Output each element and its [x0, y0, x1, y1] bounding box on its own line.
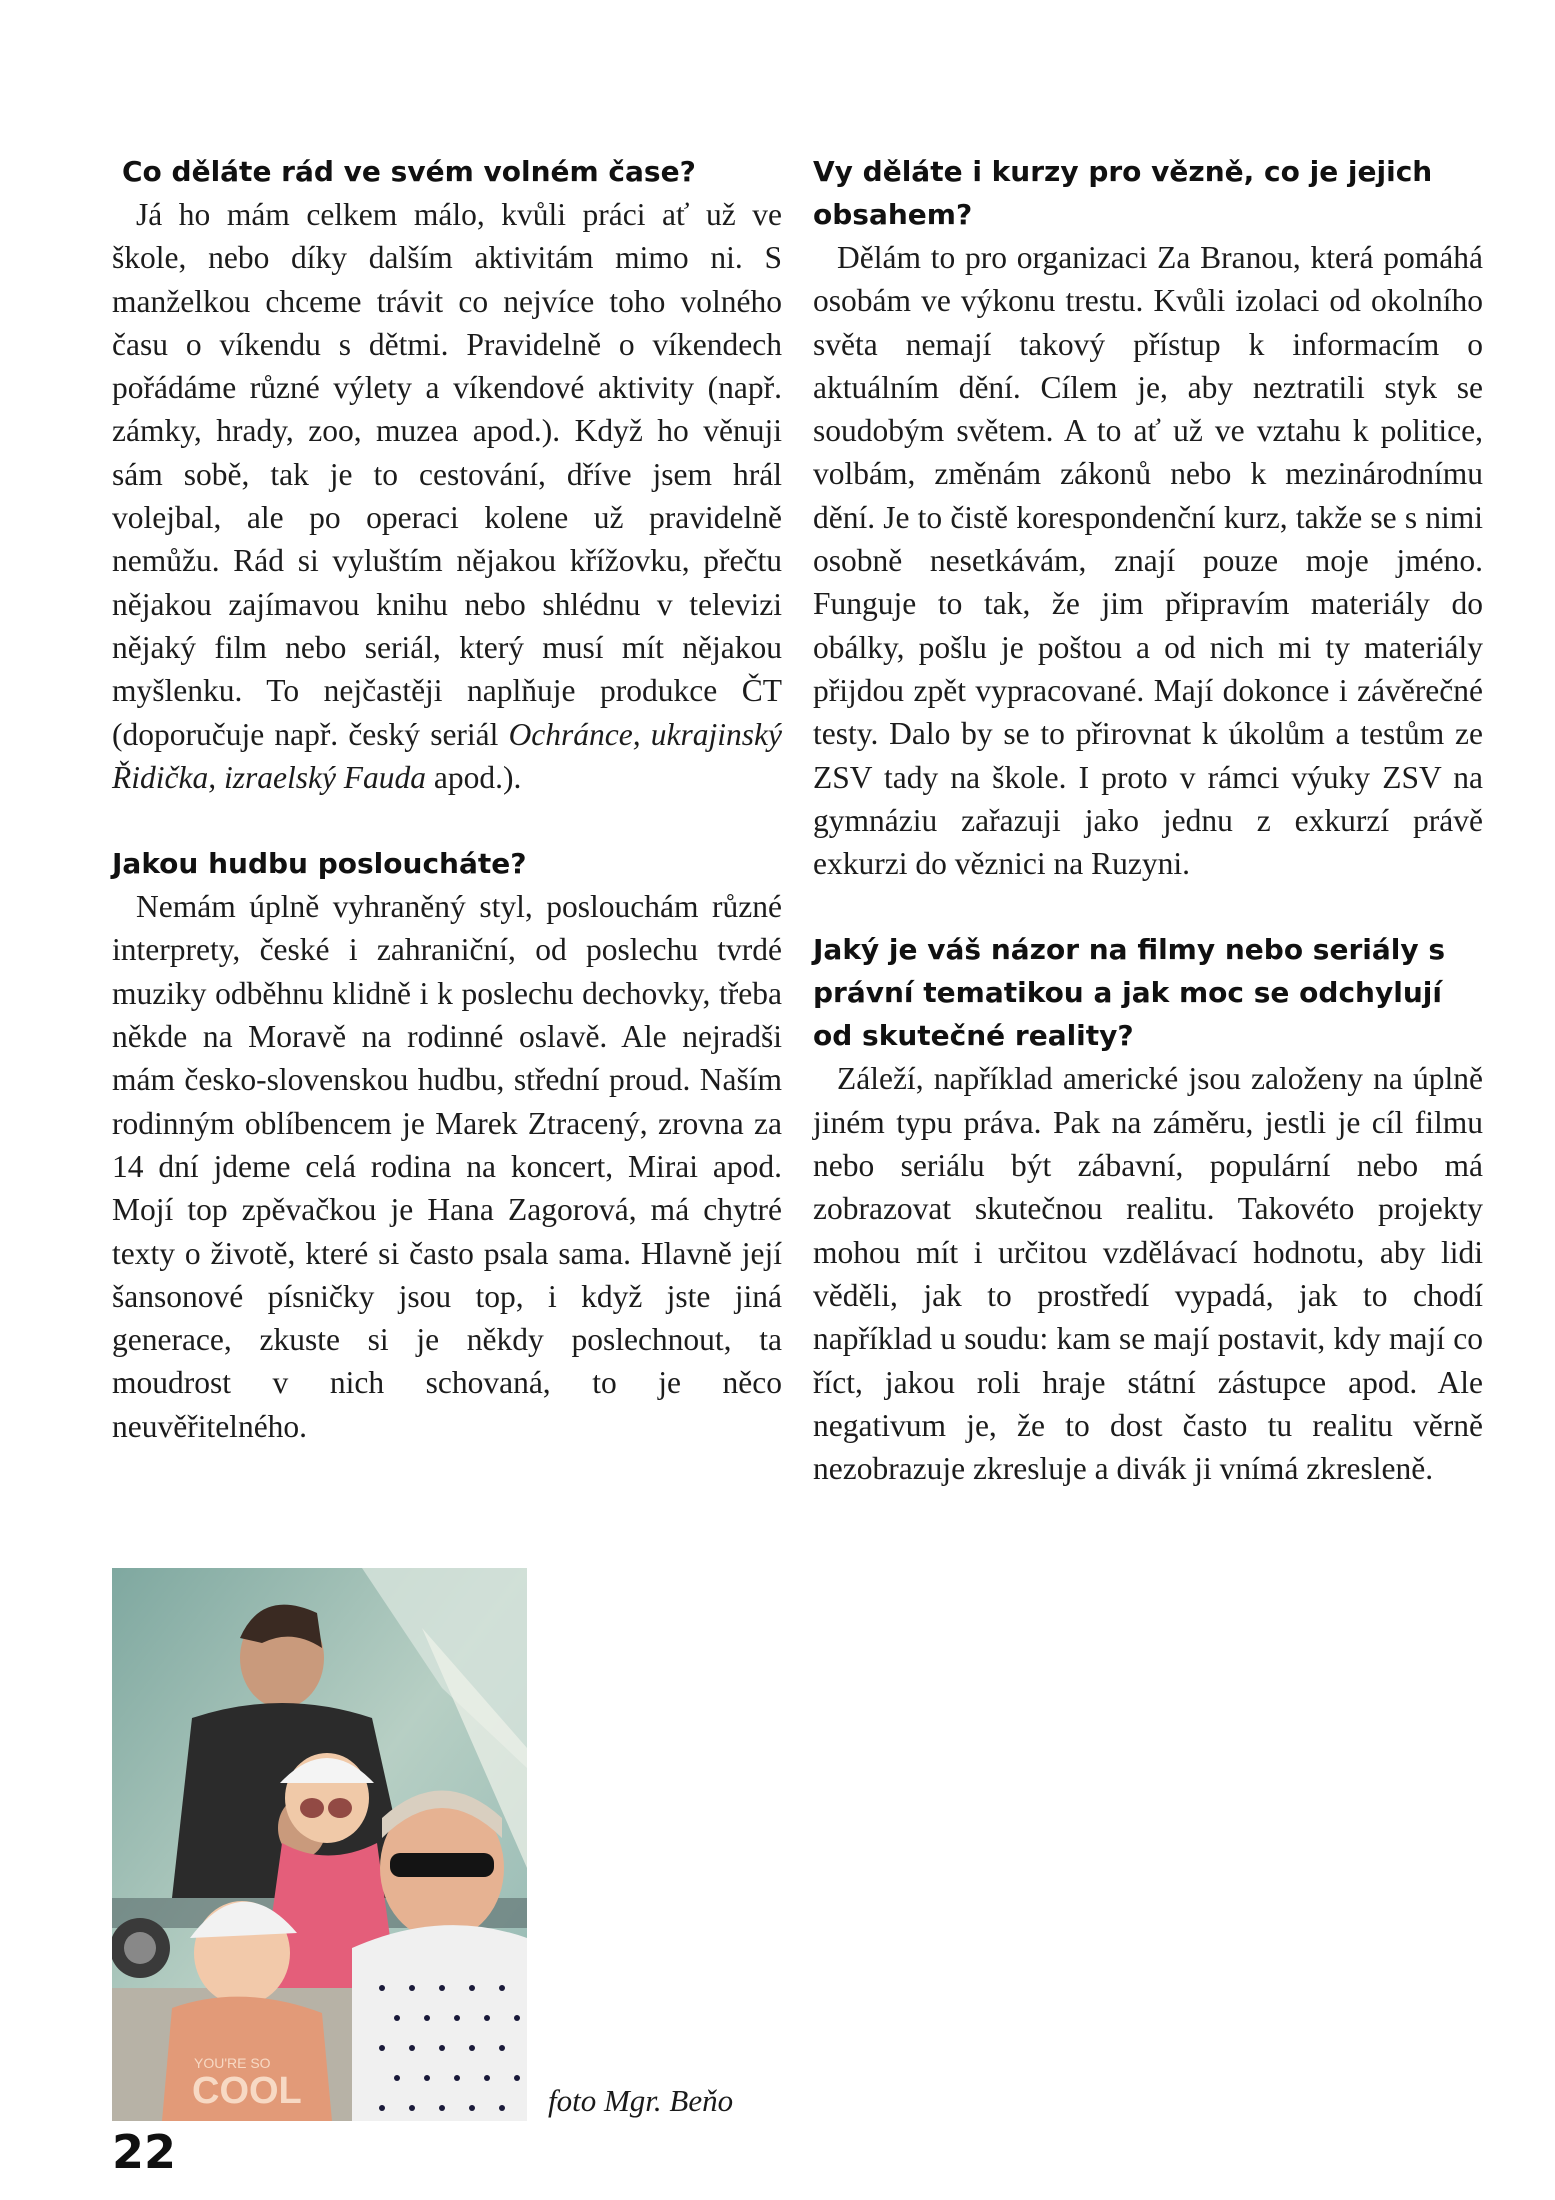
shirt-lettering-big: COOL: [192, 2070, 302, 2112]
answer-free-time-end: apod.).: [433, 759, 522, 795]
question-music: Jakou hudbu posloucháte?: [112, 847, 527, 881]
answer-free-time-text: Já ho mám celkem málo, kvůli práci ať už ve škole, nebo díky dalším aktivitám mimo ni. S manželkou chceme trávit co nejvíce toho volného času o víkendu s dětmi. Pravidelně o víkendech pořádáme různé výlety a víkendové aktivity (např. zámky, hrady, zoo, muzea apod.). Když ho věnuji sám sobě, tak je to cestování, dříve jsem hrál volejbal, ale po operaci kolene už pravidelně nemůžu. Rád si vyluštím nějakou křížovku, přečtu nějakou zajímavou knihu nebo shlédnu v televizi nějaký film nebo seriál, který musí mít nějakou myšlenku. To nejčastěji naplňuje produkce ČT (doporučuje např. český seriál: [112, 197, 782, 752]
right-column: [813, 150, 1483, 1490]
left-column: [112, 150, 782, 1448]
answer-music: Nemám úplně vyhraněný styl, poslouchám různé interprety, české i zahraniční, od poslechu tvrdé muziky odběhnu klidně i k poslechu dechovky, třeba někde na Moravě na rodinné oslavě. Ale nejradši mám česko-slovenskou hudbu, střední proud. Naším rodinným oblíbencem je Marek Ztracený, zrovna za 14 dní jdeme celá rodina na koncert, Mirai apod. Mojí top zpěvačkou je Hana Zagorová, má chytré texty o životě, které si často psala sama. Hlavně její šansonové písničky jsou top, i když jste jiná generace, zkuste si je někdy poslechnout, ta moudrost v nich schovaná, to je něco neuvěřitelného.: [112, 889, 782, 1444]
question-prison-courses: Vy děláte i kurzy pro vězně, co je jejich obsahem?: [813, 155, 1433, 231]
shirt-lettering: YOU'RE SO: [194, 2055, 271, 2071]
answer-free-time: [112, 193, 782, 799]
family-photo-illustration: [112, 1568, 527, 2121]
question-legal-films: Jaký je váš názor na filmy nebo seriály s právní tematikou a jak moc se odchylují od skutečné reality?: [813, 933, 1446, 1053]
answer-prison-courses: Dělám to pro organizaci Za Branou, která pomáhá osobám ve výkonu trestu. Kvůli izolaci od okolního světa nemají takový přístup k informacím o aktuálním dění. Cílem je, aby neztratili styk se soudobým světem. A to ať už ve vztahu k politice, volbám, změnám zákonů nebo k mezinárodnímu dění. Je to čistě korespondenční kurz, takže se s nimi osobně nesetkávám, znají pouze moje jméno. Funguje to tak, že jim připravím materiály do obálky, pošlu je poštou a od nich mi ty materiály přijdou zpět vypracované. Mají dokonce i závěrečné testy. Dalo by se to přirovnat k úkolům a testům ze ZSV tady na škole. I proto v rámci výuky ZSV na gymnáziu zařazuji jako jednu z exkurzí právě exkurzi do věznici na Ruzyni.: [813, 240, 1483, 882]
question-free-time: Co děláte rád ve svém volném čase?: [122, 155, 696, 188]
page-number: 22: [112, 2125, 177, 2179]
photo-caption: foto Mgr. Beňo: [548, 2083, 734, 2118]
series-titles: Ochránce, ukrajinský Řidička, izraelský Fauda: [112, 716, 782, 795]
answer-legal-films: Záleží, například americké jsou založeny na úplně jiném typu práva. Pak na záměru, jestli je cíl filmu nebo seriálu být zábavní, populární nebo má zobrazovat skutečnou realitu. Takovéto projekty mohou mít i určitou vzdělávací hodnotu, aby lidi věděli, jak to prostředí vypadá, jak to chodí například u soudu: kam se mají postavit, kdy mají co říct, jakou roli hraje státní zástupce apod. Ale negativum je, že to dost často tu realitu věrně nezobrazuje zkresluje a divák ji vnímá zkresleně.: [813, 1061, 1483, 1487]
family-photo: [112, 1568, 527, 2121]
